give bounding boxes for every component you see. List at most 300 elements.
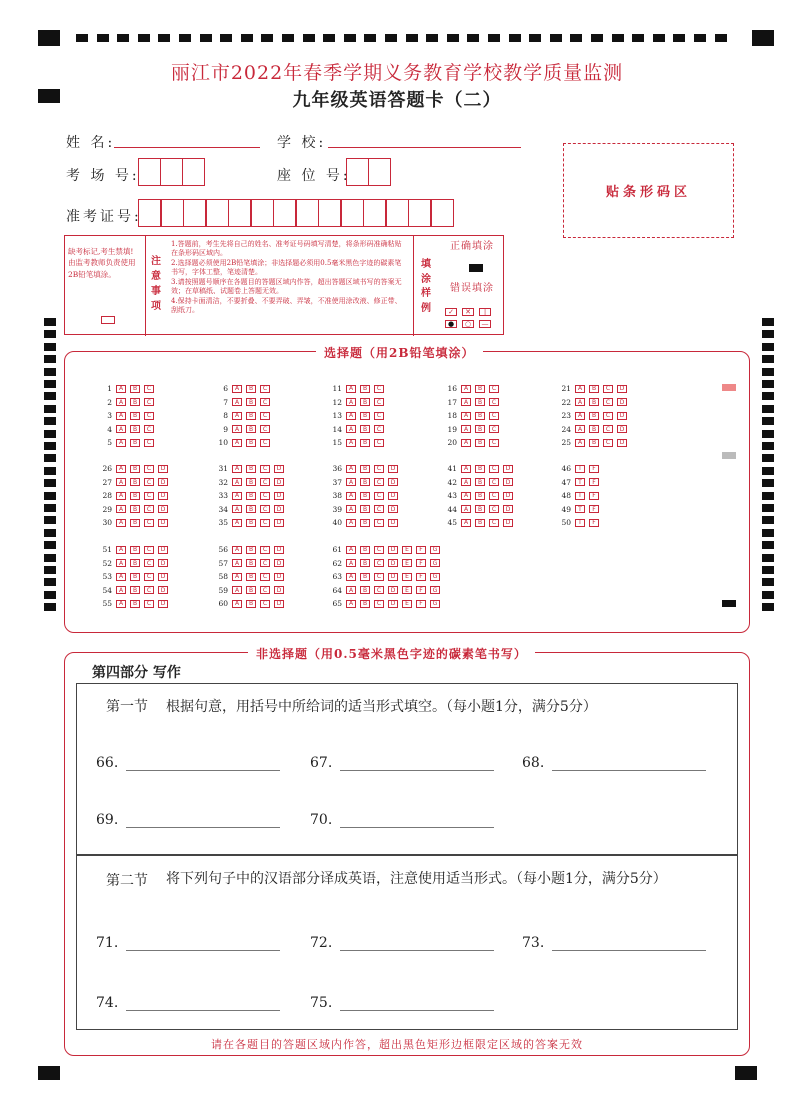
option-bubble-d[interactable]: D — [274, 478, 284, 486]
option-bubble-c[interactable]: C — [374, 559, 384, 567]
option-bubble-d[interactable]: D — [274, 559, 284, 567]
option-bubble-d[interactable]: D — [274, 505, 284, 513]
option-bubble-b[interactable]: B — [360, 600, 370, 608]
answer-71[interactable] — [96, 935, 280, 951]
option-bubble-b[interactable]: B — [360, 412, 370, 420]
option-bubble-b[interactable]: B — [246, 600, 256, 608]
option-bubble-b[interactable]: B — [246, 586, 256, 594]
option-bubble-b[interactable]: B — [360, 492, 370, 500]
option-bubble-a[interactable]: A — [232, 573, 242, 581]
option-bubble-a[interactable]: A — [116, 385, 126, 393]
option-bubble-c[interactable]: C — [603, 398, 613, 406]
option-bubble-c[interactable]: C — [260, 478, 270, 486]
option-bubble-c[interactable]: C — [260, 425, 270, 433]
option-bubble-b[interactable]: B — [130, 465, 140, 473]
option-bubble-d[interactable]: D — [388, 600, 398, 608]
option-bubble-d[interactable]: D — [158, 600, 168, 608]
option-bubble-b[interactable]: B — [130, 519, 140, 527]
option-bubble-a[interactable]: A — [461, 505, 471, 513]
option-bubble-f[interactable]: F — [589, 519, 599, 527]
option-bubble-c[interactable]: C — [260, 465, 270, 473]
choice-question-45 — [441, 518, 517, 527]
option-bubble-a[interactable]: A — [346, 546, 356, 554]
option-bubble-a[interactable]: A — [232, 546, 242, 554]
option-bubble-d[interactable]: D — [388, 505, 398, 513]
option-bubble-b[interactable]: B — [360, 586, 370, 594]
option-bubble-a[interactable]: A — [461, 425, 471, 433]
option-bubble-c[interactable]: C — [374, 492, 384, 500]
option-bubble-b[interactable]: B — [589, 398, 599, 406]
option-bubble-b[interactable]: B — [130, 573, 140, 581]
option-bubble-a[interactable]: A — [232, 425, 242, 433]
q66-number: 66. — [96, 755, 119, 771]
option-bubble-d[interactable]: D — [503, 519, 513, 527]
option-bubble-c[interactable]: C — [260, 600, 270, 608]
option-bubble-f[interactable]: F — [589, 478, 599, 486]
option-bubble-b[interactable]: B — [475, 492, 485, 500]
option-bubble-b[interactable]: B — [360, 519, 370, 527]
school-label: 学 校: — [277, 135, 327, 151]
answer-72[interactable] — [310, 935, 494, 951]
option-bubble-t[interactable]: T — [575, 492, 585, 500]
option-bubble-c[interactable]: C — [144, 412, 154, 420]
option-bubble-e[interactable]: E — [402, 559, 412, 567]
option-bubble-a[interactable]: A — [116, 600, 126, 608]
option-bubble-c[interactable]: C — [144, 439, 154, 447]
option-bubble-c[interactable]: C — [374, 546, 384, 554]
option-bubble-d[interactable]: D — [388, 546, 398, 554]
option-bubble-a[interactable]: A — [461, 465, 471, 473]
option-bubble-d[interactable]: D — [503, 478, 513, 486]
option-bubble-a[interactable]: A — [116, 519, 126, 527]
option-bubble-a[interactable]: A — [116, 559, 126, 567]
question-number: 34 — [218, 504, 228, 514]
question-number: 14 — [332, 424, 342, 434]
option-bubble-c[interactable]: C — [144, 398, 154, 406]
q72-number: 72. — [310, 935, 333, 951]
answer-68[interactable] — [522, 755, 706, 771]
option-bubble-d[interactable]: D — [158, 573, 168, 581]
option-bubble-b[interactable]: B — [130, 600, 140, 608]
option-bubble-d[interactable]: D — [158, 559, 168, 567]
question-number: 15 — [332, 438, 342, 447]
option-bubble-b[interactable]: B — [475, 425, 485, 433]
sheet-title: 九年级英语答题卡（二） — [292, 90, 502, 111]
answer-66[interactable] — [96, 755, 280, 771]
option-bubble-c[interactable]: C — [144, 519, 154, 527]
option-bubble-c[interactable]: C — [603, 439, 613, 447]
option-bubble-b[interactable]: B — [130, 412, 140, 420]
option-bubble-c[interactable]: C — [144, 559, 154, 567]
option-bubble-d[interactable]: D — [274, 519, 284, 527]
option-bubble-c[interactable]: C — [144, 385, 154, 393]
option-bubble-c[interactable]: C — [374, 425, 384, 433]
option-bubble-c[interactable]: C — [489, 425, 499, 433]
option-bubble-c[interactable]: C — [374, 412, 384, 420]
absent-note: 缺考标记,考生禁填!由监考教师负责使用2B铅笔填涂。 — [68, 247, 136, 279]
option-bubble-d[interactable]: D — [388, 586, 398, 594]
question-number: 24 — [561, 424, 571, 434]
option-bubble-a[interactable]: A — [232, 600, 242, 608]
option-bubble-a[interactable]: A — [232, 465, 242, 473]
option-bubble-a[interactable]: A — [346, 600, 356, 608]
option-bubble-c[interactable]: C — [374, 573, 384, 581]
option-bubble-a[interactable]: A — [232, 478, 242, 486]
seat-label: 座 位 号: — [277, 168, 351, 184]
option-bubble-a[interactable]: A — [232, 439, 242, 447]
option-bubble-a[interactable]: A — [232, 519, 242, 527]
question-number: 10 — [218, 438, 228, 447]
choice-question-21 — [555, 384, 631, 393]
option-bubble-a[interactable]: A — [346, 385, 356, 393]
choice-question-13 — [326, 411, 388, 420]
option-bubble-b[interactable]: B — [246, 505, 256, 513]
option-bubble-d[interactable]: D — [274, 586, 284, 594]
option-bubble-a[interactable]: A — [346, 478, 356, 486]
option-bubble-b[interactable]: B — [130, 398, 140, 406]
option-bubble-c[interactable]: C — [374, 465, 384, 473]
option-bubble-a[interactable]: A — [232, 385, 242, 393]
option-bubble-c[interactable]: C — [260, 519, 270, 527]
option-bubble-g[interactable]: G — [430, 559, 440, 567]
option-bubble-c[interactable]: C — [260, 492, 270, 500]
answer-70[interactable] — [310, 812, 494, 828]
option-bubble-d[interactable]: D — [158, 546, 168, 554]
q74-number: 74. — [96, 995, 119, 1011]
option-bubble-f[interactable]: F — [416, 546, 426, 554]
option-bubble-a[interactable]: A — [232, 586, 242, 594]
option-bubble-a[interactable]: A — [346, 439, 356, 447]
option-bubble-d[interactable]: D — [158, 465, 168, 473]
option-bubble-g[interactable]: G — [430, 573, 440, 581]
option-bubble-e[interactable]: E — [402, 586, 412, 594]
option-bubble-t[interactable]: T — [575, 465, 585, 473]
option-bubble-c[interactable]: C — [374, 600, 384, 608]
option-bubble-c[interactable]: C — [144, 492, 154, 500]
option-bubble-b[interactable]: B — [130, 492, 140, 500]
option-bubble-d[interactable]: D — [617, 425, 627, 433]
option-bubble-c[interactable]: C — [603, 425, 613, 433]
option-bubble-b[interactable]: B — [360, 505, 370, 513]
option-bubble-d[interactable]: D — [388, 478, 398, 486]
option-bubble-b[interactable]: B — [130, 425, 140, 433]
option-bubble-d[interactable]: D — [503, 505, 513, 513]
option-bubble-c[interactable]: C — [374, 439, 384, 447]
option-bubble-b[interactable]: B — [246, 465, 256, 473]
option-bubble-c[interactable]: C — [260, 398, 270, 406]
option-bubble-a[interactable]: A — [461, 439, 471, 447]
option-bubble-c[interactable]: C — [260, 439, 270, 447]
choice-question-16 — [441, 384, 503, 393]
answer-75[interactable] — [310, 995, 494, 1011]
option-bubble-e[interactable]: E — [402, 573, 412, 581]
option-bubble-d[interactable]: D — [158, 505, 168, 513]
answer-69[interactable] — [96, 812, 280, 828]
option-bubble-b[interactable]: B — [475, 519, 485, 527]
option-bubble-a[interactable]: A — [346, 425, 356, 433]
option-bubble-b[interactable]: B — [360, 439, 370, 447]
option-bubble-d[interactable]: D — [158, 519, 168, 527]
option-bubble-d[interactable]: D — [158, 492, 168, 500]
option-bubble-c[interactable]: C — [144, 465, 154, 473]
option-bubble-a[interactable]: A — [116, 425, 126, 433]
option-bubble-c[interactable]: C — [144, 573, 154, 581]
question-number: 52 — [102, 558, 112, 568]
choice-question-10 — [212, 438, 274, 447]
option-bubble-b[interactable]: B — [360, 559, 370, 567]
option-bubble-d[interactable]: D — [388, 519, 398, 527]
option-bubble-a[interactable]: A — [116, 492, 126, 500]
option-bubble-d[interactable]: D — [617, 412, 627, 420]
option-bubble-b[interactable]: B — [246, 385, 256, 393]
option-bubble-c[interactable]: C — [374, 505, 384, 513]
option-bubble-c[interactable]: C — [374, 398, 384, 406]
option-bubble-d[interactable]: D — [617, 439, 627, 447]
option-bubble-b[interactable]: B — [360, 573, 370, 581]
option-bubble-d[interactable]: D — [388, 573, 398, 581]
option-bubble-a[interactable]: A — [575, 439, 585, 447]
choice-question-28 — [96, 491, 172, 500]
option-bubble-d[interactable]: D — [274, 465, 284, 473]
choice-question-54 — [96, 586, 172, 595]
option-bubble-c[interactable]: C — [144, 478, 154, 486]
question-number: 2 — [107, 397, 112, 407]
option-bubble-b[interactable]: B — [246, 478, 256, 486]
option-bubble-b[interactable]: B — [360, 478, 370, 486]
question-number: 31 — [218, 464, 228, 473]
option-bubble-c[interactable]: C — [260, 573, 270, 581]
option-bubble-b[interactable]: B — [589, 412, 599, 420]
question-number: 25 — [561, 438, 571, 447]
option-bubble-b[interactable]: B — [246, 546, 256, 554]
option-bubble-d[interactable]: D — [274, 546, 284, 554]
option-bubble-a[interactable]: A — [116, 505, 126, 513]
option-bubble-d[interactable]: D — [503, 492, 513, 500]
option-bubble-c[interactable]: C — [260, 385, 270, 393]
question-number: 55 — [102, 599, 112, 608]
option-bubble-b[interactable]: B — [246, 519, 256, 527]
option-bubble-d[interactable]: D — [158, 586, 168, 594]
option-bubble-f[interactable]: F — [416, 600, 426, 608]
question-number: 53 — [102, 572, 112, 581]
answer-74[interactable] — [96, 995, 280, 1011]
option-bubble-b[interactable]: B — [475, 465, 485, 473]
option-bubble-a[interactable]: A — [461, 519, 471, 527]
option-bubble-b[interactable]: B — [246, 559, 256, 567]
option-bubble-e[interactable]: E — [402, 600, 412, 608]
question-number: 59 — [218, 585, 228, 595]
option-bubble-a[interactable]: A — [461, 412, 471, 420]
choice-question-34 — [212, 505, 288, 514]
option-bubble-b[interactable]: B — [130, 559, 140, 567]
option-bubble-c[interactable]: C — [260, 546, 270, 554]
option-bubble-c[interactable]: C — [260, 559, 270, 567]
option-bubble-d[interactable]: D — [274, 492, 284, 500]
option-bubble-a[interactable]: A — [461, 478, 471, 486]
option-bubble-g[interactable]: G — [430, 600, 440, 608]
choice-question-55 — [96, 599, 172, 608]
option-bubble-b[interactable]: B — [246, 398, 256, 406]
option-bubble-a[interactable]: A — [232, 559, 242, 567]
option-bubble-a[interactable]: A — [232, 412, 242, 420]
option-bubble-b[interactable]: B — [475, 439, 485, 447]
option-bubble-t[interactable]: T — [575, 505, 585, 513]
option-bubble-f[interactable]: F — [416, 586, 426, 594]
option-bubble-f[interactable]: F — [589, 492, 599, 500]
option-bubble-b[interactable]: B — [130, 546, 140, 554]
option-bubble-a[interactable]: A — [346, 573, 356, 581]
option-bubble-a[interactable]: A — [232, 398, 242, 406]
option-bubble-a[interactable]: A — [232, 492, 242, 500]
option-bubble-b[interactable]: B — [246, 412, 256, 420]
option-bubble-a[interactable]: A — [575, 425, 585, 433]
option-bubble-d[interactable]: D — [274, 573, 284, 581]
q70-number: 70. — [310, 812, 333, 828]
option-bubble-a[interactable]: A — [116, 465, 126, 473]
option-bubble-a[interactable]: A — [575, 385, 585, 393]
option-bubble-d[interactable]: D — [617, 398, 627, 406]
answer-73[interactable] — [522, 935, 706, 951]
choice-question-20 — [441, 438, 503, 447]
option-bubble-c[interactable]: C — [603, 412, 613, 420]
question-number: 23 — [561, 411, 571, 420]
option-bubble-g[interactable]: G — [430, 546, 440, 554]
option-bubble-b[interactable]: B — [475, 505, 485, 513]
option-bubble-b[interactable]: B — [130, 439, 140, 447]
option-bubble-c[interactable]: C — [489, 385, 499, 393]
option-bubble-a[interactable]: A — [461, 398, 471, 406]
option-bubble-c[interactable]: C — [489, 465, 499, 473]
option-bubble-d[interactable]: D — [158, 478, 168, 486]
option-bubble-c[interactable]: C — [260, 586, 270, 594]
option-bubble-b[interactable]: B — [475, 412, 485, 420]
option-bubble-c[interactable]: C — [489, 439, 499, 447]
option-bubble-d[interactable]: D — [617, 385, 627, 393]
option-bubble-c[interactable]: C — [489, 398, 499, 406]
choice-question-52 — [96, 559, 172, 568]
option-bubble-b[interactable]: B — [360, 546, 370, 554]
option-bubble-b[interactable]: B — [360, 398, 370, 406]
option-bubble-b[interactable]: B — [130, 586, 140, 594]
option-bubble-d[interactable]: D — [388, 492, 398, 500]
option-bubble-c[interactable]: C — [489, 519, 499, 527]
option-bubble-a[interactable]: A — [346, 586, 356, 594]
choice-question-65 — [326, 599, 444, 608]
option-bubble-c[interactable]: C — [260, 505, 270, 513]
choice-question-7 — [212, 398, 274, 407]
option-bubble-a[interactable]: A — [116, 573, 126, 581]
option-bubble-b[interactable]: B — [246, 425, 256, 433]
question-number: 19 — [447, 424, 457, 434]
option-bubble-d[interactable]: D — [274, 600, 284, 608]
option-bubble-g[interactable]: G — [430, 586, 440, 594]
option-bubble-c[interactable]: C — [144, 546, 154, 554]
option-bubble-d[interactable]: D — [503, 465, 513, 473]
option-bubble-c[interactable]: C — [374, 586, 384, 594]
option-bubble-c[interactable]: C — [144, 600, 154, 608]
option-bubble-a[interactable]: A — [346, 492, 356, 500]
option-bubble-f[interactable]: F — [416, 573, 426, 581]
option-bubble-a[interactable]: A — [116, 439, 126, 447]
question-number: 41 — [447, 464, 457, 473]
option-bubble-c[interactable]: C — [374, 385, 384, 393]
option-bubble-b[interactable]: B — [475, 398, 485, 406]
option-bubble-a[interactable]: A — [232, 505, 242, 513]
option-bubble-a[interactable]: A — [116, 398, 126, 406]
answer-67[interactable] — [310, 755, 494, 771]
option-bubble-b[interactable]: B — [360, 385, 370, 393]
choice-question-47 — [555, 478, 603, 487]
option-bubble-a[interactable]: A — [575, 398, 585, 406]
option-bubble-a[interactable]: A — [346, 559, 356, 567]
choice-question-44 — [441, 505, 517, 514]
option-bubble-b[interactable]: B — [360, 425, 370, 433]
option-bubble-t[interactable]: T — [575, 519, 585, 527]
option-bubble-c[interactable]: C — [374, 519, 384, 527]
question-number: 38 — [332, 491, 342, 500]
option-bubble-d[interactable]: D — [388, 465, 398, 473]
option-bubble-a[interactable]: A — [116, 478, 126, 486]
question-number: 58 — [218, 572, 228, 581]
option-bubble-c[interactable]: C — [144, 586, 154, 594]
choice-question-39 — [326, 505, 402, 514]
option-bubble-c[interactable]: C — [374, 478, 384, 486]
option-bubble-b[interactable]: B — [246, 492, 256, 500]
question-number: 64 — [332, 585, 342, 595]
choice-question-51 — [96, 545, 172, 554]
option-bubble-e[interactable]: E — [402, 546, 412, 554]
option-bubble-a[interactable]: A — [116, 546, 126, 554]
option-bubble-f[interactable]: F — [589, 465, 599, 473]
option-bubble-c[interactable]: C — [144, 505, 154, 513]
choice-question-58 — [212, 572, 288, 581]
option-bubble-a[interactable]: A — [346, 465, 356, 473]
option-bubble-b[interactable]: B — [589, 439, 599, 447]
wrong-fill-samples: ✓ ✕ | ● ○ — — [445, 306, 505, 330]
option-bubble-a[interactable]: A — [346, 505, 356, 513]
option-bubble-c[interactable]: C — [489, 478, 499, 486]
option-bubble-b[interactable]: B — [130, 505, 140, 513]
option-bubble-a[interactable]: A — [346, 398, 356, 406]
option-bubble-b[interactable]: B — [589, 385, 599, 393]
option-bubble-b[interactable]: B — [475, 478, 485, 486]
option-bubble-a[interactable]: A — [346, 412, 356, 420]
option-bubble-b[interactable]: B — [475, 385, 485, 393]
option-bubble-d[interactable]: D — [388, 559, 398, 567]
option-bubble-c[interactable]: C — [144, 425, 154, 433]
option-bubble-c[interactable]: C — [489, 492, 499, 500]
option-bubble-a[interactable]: A — [116, 586, 126, 594]
option-bubble-b[interactable]: B — [589, 425, 599, 433]
option-bubble-f[interactable]: F — [416, 559, 426, 567]
option-bubble-b[interactable]: B — [130, 478, 140, 486]
option-bubble-c[interactable]: C — [489, 412, 499, 420]
option-bubble-a[interactable]: A — [461, 385, 471, 393]
option-bubble-f[interactable]: F — [589, 505, 599, 513]
option-bubble-b[interactable]: B — [360, 465, 370, 473]
option-bubble-a[interactable]: A — [346, 519, 356, 527]
option-bubble-c[interactable]: C — [603, 385, 613, 393]
option-bubble-c[interactable]: C — [489, 505, 499, 513]
option-bubble-b[interactable]: B — [246, 573, 256, 581]
option-bubble-a[interactable]: A — [575, 412, 585, 420]
option-bubble-a[interactable]: A — [461, 492, 471, 500]
option-bubble-c[interactable]: C — [260, 412, 270, 420]
option-bubble-b[interactable]: B — [130, 385, 140, 393]
option-bubble-t[interactable]: T — [575, 478, 585, 486]
option-bubble-a[interactable]: A — [116, 412, 126, 420]
option-bubble-b[interactable]: B — [246, 439, 256, 447]
